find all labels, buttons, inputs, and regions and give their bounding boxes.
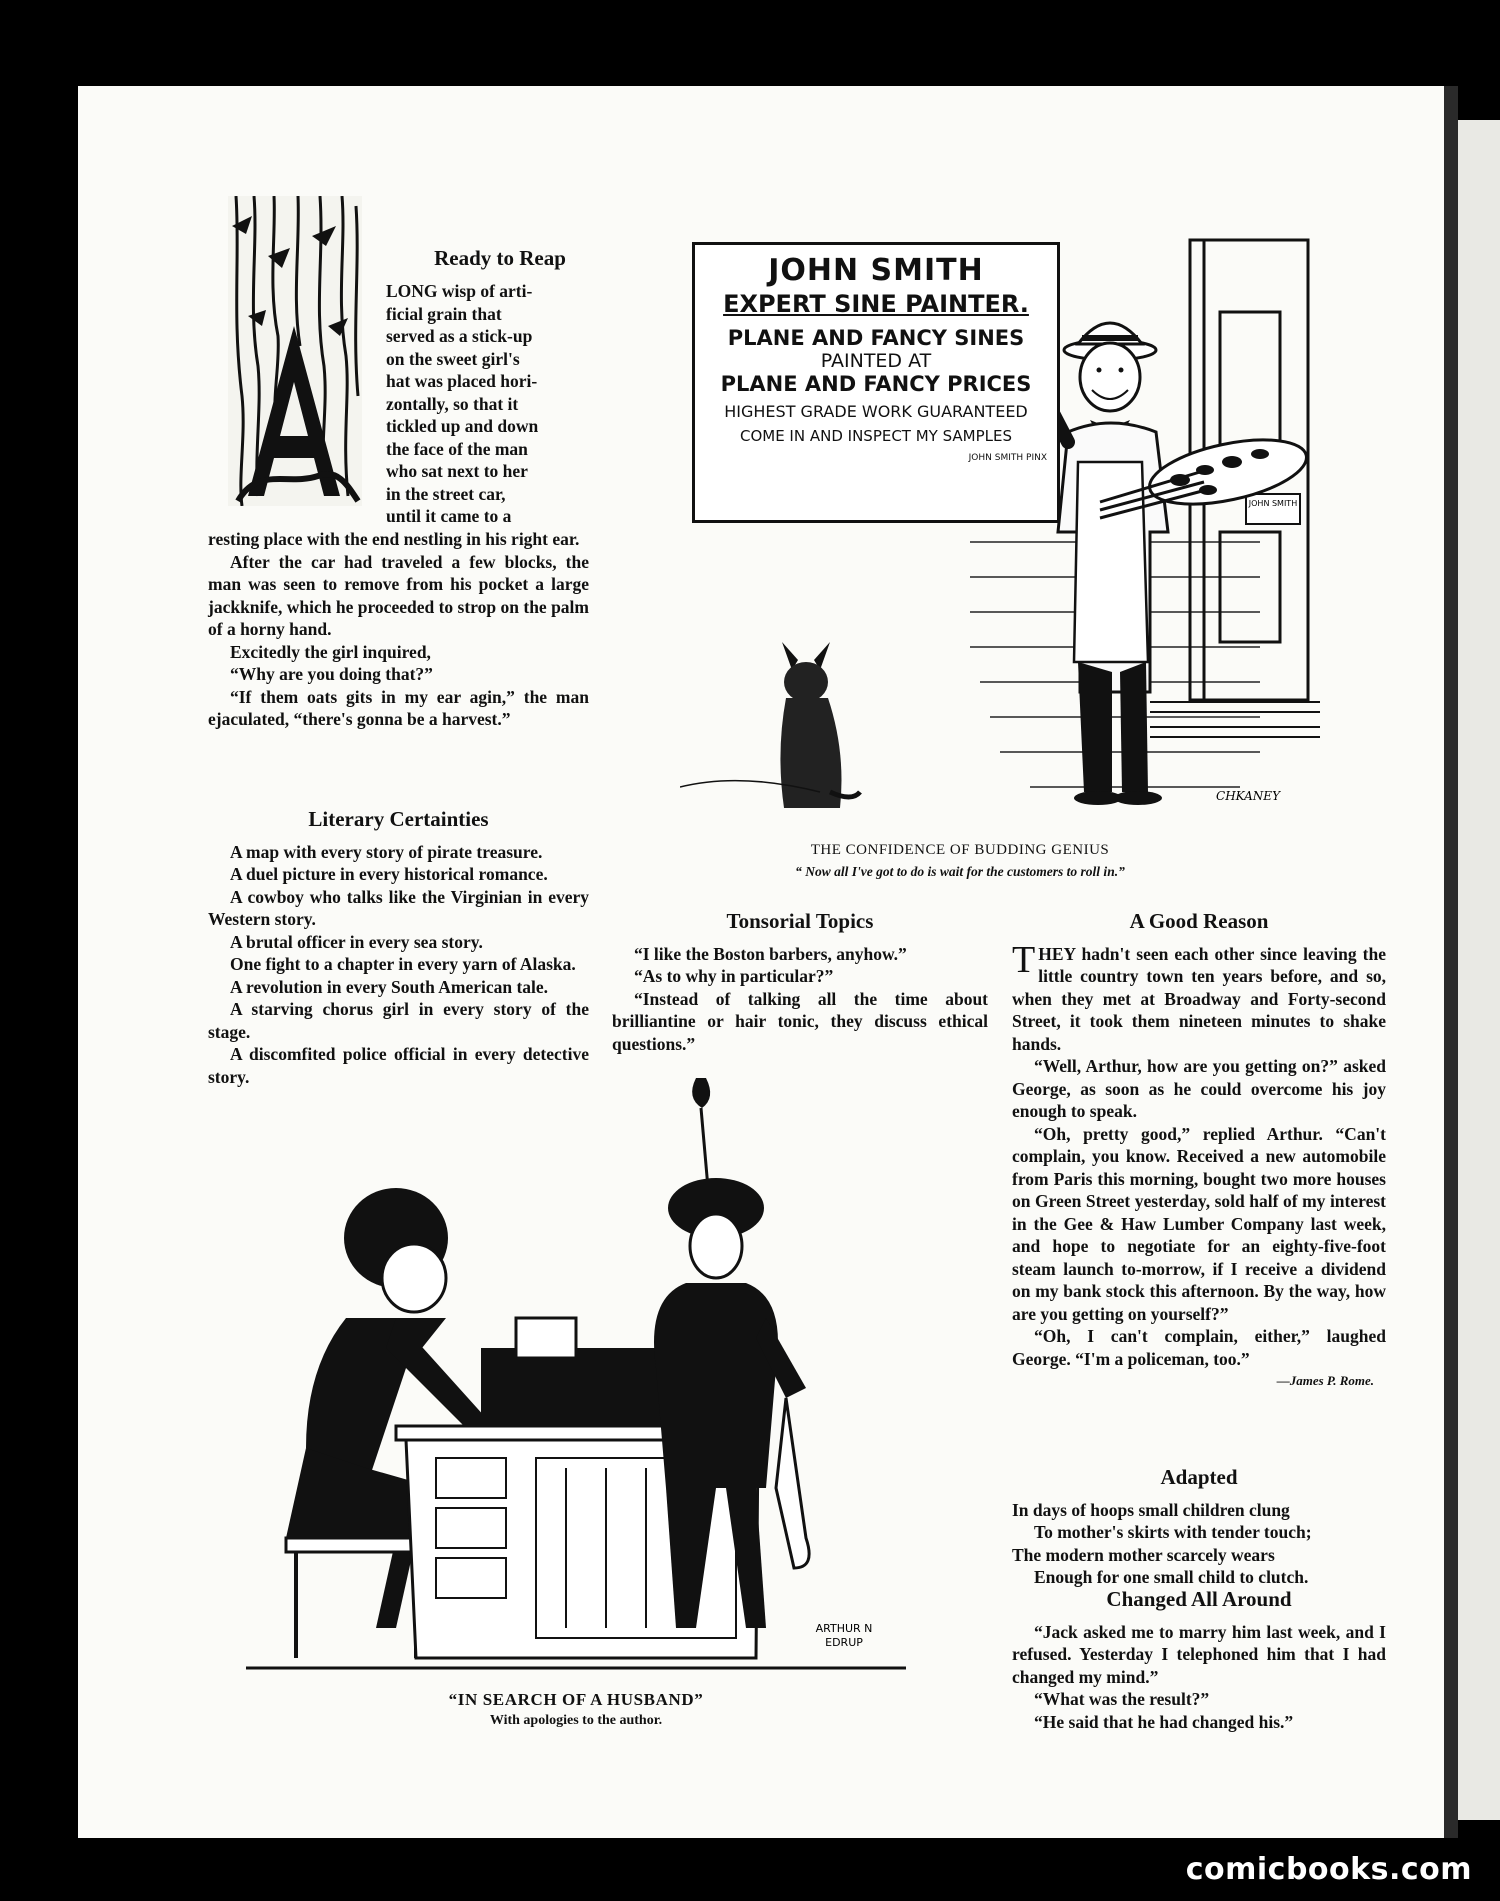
text-line: ficial grain that [386, 303, 502, 324]
illustrated-drop-cap [228, 196, 362, 506]
opposite-page-edge [1458, 120, 1500, 1820]
drop-cap-letter: T [1012, 938, 1036, 981]
cartoonist-signature: EDRUP [825, 1636, 863, 1649]
paragraph: “Jack asked me to marry him last week, and I refused. Yesterday I telephoned him that I had changed my mind.” [1012, 1621, 1386, 1687]
text-line: hat was placed hori- [386, 371, 538, 391]
sign-line: PLANE AND FANCY SINES [727, 326, 1025, 350]
section-title: Changed All Around [1106, 1587, 1292, 1611]
section-title: Literary Certainties [308, 807, 489, 831]
sign-line: PAINTED AT [820, 350, 932, 372]
door-plate-text: JOHN SMITH [1248, 499, 1298, 508]
search-of-husband-cartoon [246, 1068, 906, 1684]
opening-paragraph [1012, 938, 1386, 1056]
text-line: who sat next to her [386, 461, 528, 481]
text-line: LONG wisp of arti- [386, 281, 533, 301]
sign-name: JOHN SMITH [768, 253, 984, 288]
paragraph: “Instead of talking all the time about brilliantine or hair tonic, they discuss ethical questions.” [612, 988, 988, 1054]
list-item: One fight to a chapter in every yarn of Alaska. [230, 954, 576, 974]
paragraph: After the car had traveled a few blocks, the man was seen to remove from his pocket a large jackknife, which he proceeded to strop on the palm of a horny hand. [208, 551, 589, 639]
verse-line: In days of hoops small children clung [1012, 1499, 1290, 1520]
paragraph: “Why are you doing that?” [230, 664, 433, 684]
paragraph: “Oh, pretty good,” replied Arthur. “Can't complain, you know. Received a new automobile from Paris this morning, bought two more houses on Green Street yesterday, sold half of my interest in the Gee & Haw Lumber Company last week, and hope to negotiate for an eighty-five-foot steam launch to-morrow, if I receive a dividend on my bank stock this afternoon. By the way, how are you getting on yourself?” [1012, 1123, 1386, 1324]
sign-line: HIGHEST GRADE WORK GUARANTEED [724, 402, 1028, 421]
list-item: A cowboy who talks like the Virginian in every Western story. [208, 886, 589, 929]
paragraph: “As to why in particular?” [634, 966, 834, 986]
list-item: A revolution in every South American tale. [230, 976, 549, 997]
shop-sign [692, 242, 1060, 523]
paragraph: “I like the Boston barbers, anyhow.” [634, 943, 907, 964]
cartoon-caption: THE CONFIDENCE OF BUDDING GENIUS [810, 842, 1110, 858]
sign-painter-cartoon [680, 232, 1320, 817]
ready-to-reap-body [208, 528, 589, 731]
text-line: until it came to a [386, 506, 512, 526]
section-title: Ready to Reap [434, 246, 566, 270]
cartoon-caption: “IN SEARCH OF A HUSBAND” [448, 1690, 704, 1709]
list-item: A duel picture in every historical romance. [230, 864, 548, 884]
sign-small-print: JOHN SMITH PINX [968, 453, 1047, 463]
ready-to-reap-title [410, 246, 590, 281]
paragraph: “He said that he had changed his.” [1034, 1711, 1294, 1732]
site-watermark: comicbooks.com [1185, 1852, 1472, 1887]
paragraph: “Oh, I can't complain, either,” laughed George. “I'm a policeman, too.” [1012, 1326, 1386, 1369]
verse-line: Enough for one small child to clutch. [1034, 1567, 1309, 1587]
list-item: A starving chorus girl in every story of the stage. [208, 999, 589, 1042]
section-title: Tonsorial Topics [726, 909, 874, 933]
verse-line: To mother's skirts with tender touch; [1034, 1522, 1312, 1542]
opening-text: leaving the little country town ten years before, and so, when they met at Broadway and Forty-second Street, it took them nineteen minutes to shake hands. [1012, 943, 1386, 1054]
paragraph: resting place with the end nestling in his right ear. [208, 529, 580, 549]
good-reason-section [1012, 910, 1386, 1393]
list-item: A discomfited police official in every detective story. [208, 1044, 589, 1087]
paragraph: Excitedly the girl inquired, [230, 641, 431, 662]
text-line: served as a stick-up [386, 326, 533, 346]
cartoon-subcaption: With apologies to the author. [489, 1713, 663, 1728]
text-line: in the street car, [386, 483, 506, 504]
cartoonist-signature: CHKANEY [1216, 789, 1280, 803]
ready-to-reap-narrow-column [386, 280, 589, 528]
sign-line: PLANE AND FANCY PRICES [720, 372, 1032, 396]
author-byline: —James P. Rome. [1276, 1373, 1374, 1388]
paragraph: “If them oats gits in my ear agin,” the man ejaculated, “there's gonna be a harvest.” [208, 686, 589, 729]
page-spine [1444, 86, 1458, 1838]
list-item: A map with every story of pirate treasure. [230, 841, 543, 862]
tonsorial-topics-section [612, 910, 988, 1055]
painter-figure [1020, 316, 1312, 805]
text-line: zontally, so that it [386, 393, 519, 414]
text-line: the face of the man [386, 438, 528, 459]
cartoonist-signature: ARTHUR N [815, 1622, 873, 1635]
cartoon-subcaption: “ Now all I've got to do is wait for the customers to roll in.” [795, 864, 1125, 879]
section-title: Adapted [1160, 1465, 1238, 1489]
text-line: tickled up and down [386, 416, 539, 436]
text-line: on the sweet girl's [386, 348, 520, 369]
sign-title: EXPERT SINE PAINTER. [723, 290, 1029, 318]
sign-line: COME IN AND INSPECT MY SAMPLES [739, 427, 1013, 445]
section-title: A Good Reason [1129, 909, 1269, 933]
adapted-section [1012, 1466, 1386, 1589]
literary-certainties-section [208, 808, 589, 1088]
paragraph: “What was the result?” [1034, 1689, 1210, 1709]
paragraph: “Well, Arthur, how are you getting on?” asked George, as soon as he could overcome his joy enough to speak. [1012, 1056, 1386, 1121]
list-item: A brutal officer in every sea story. [230, 931, 483, 952]
verse-line: The modern mother scarcely wears [1012, 1544, 1275, 1565]
changed-all-around-section [1012, 1588, 1386, 1733]
dog-figure [780, 642, 860, 808]
opening-line: HEY hadn't seen each other since [1038, 943, 1298, 964]
